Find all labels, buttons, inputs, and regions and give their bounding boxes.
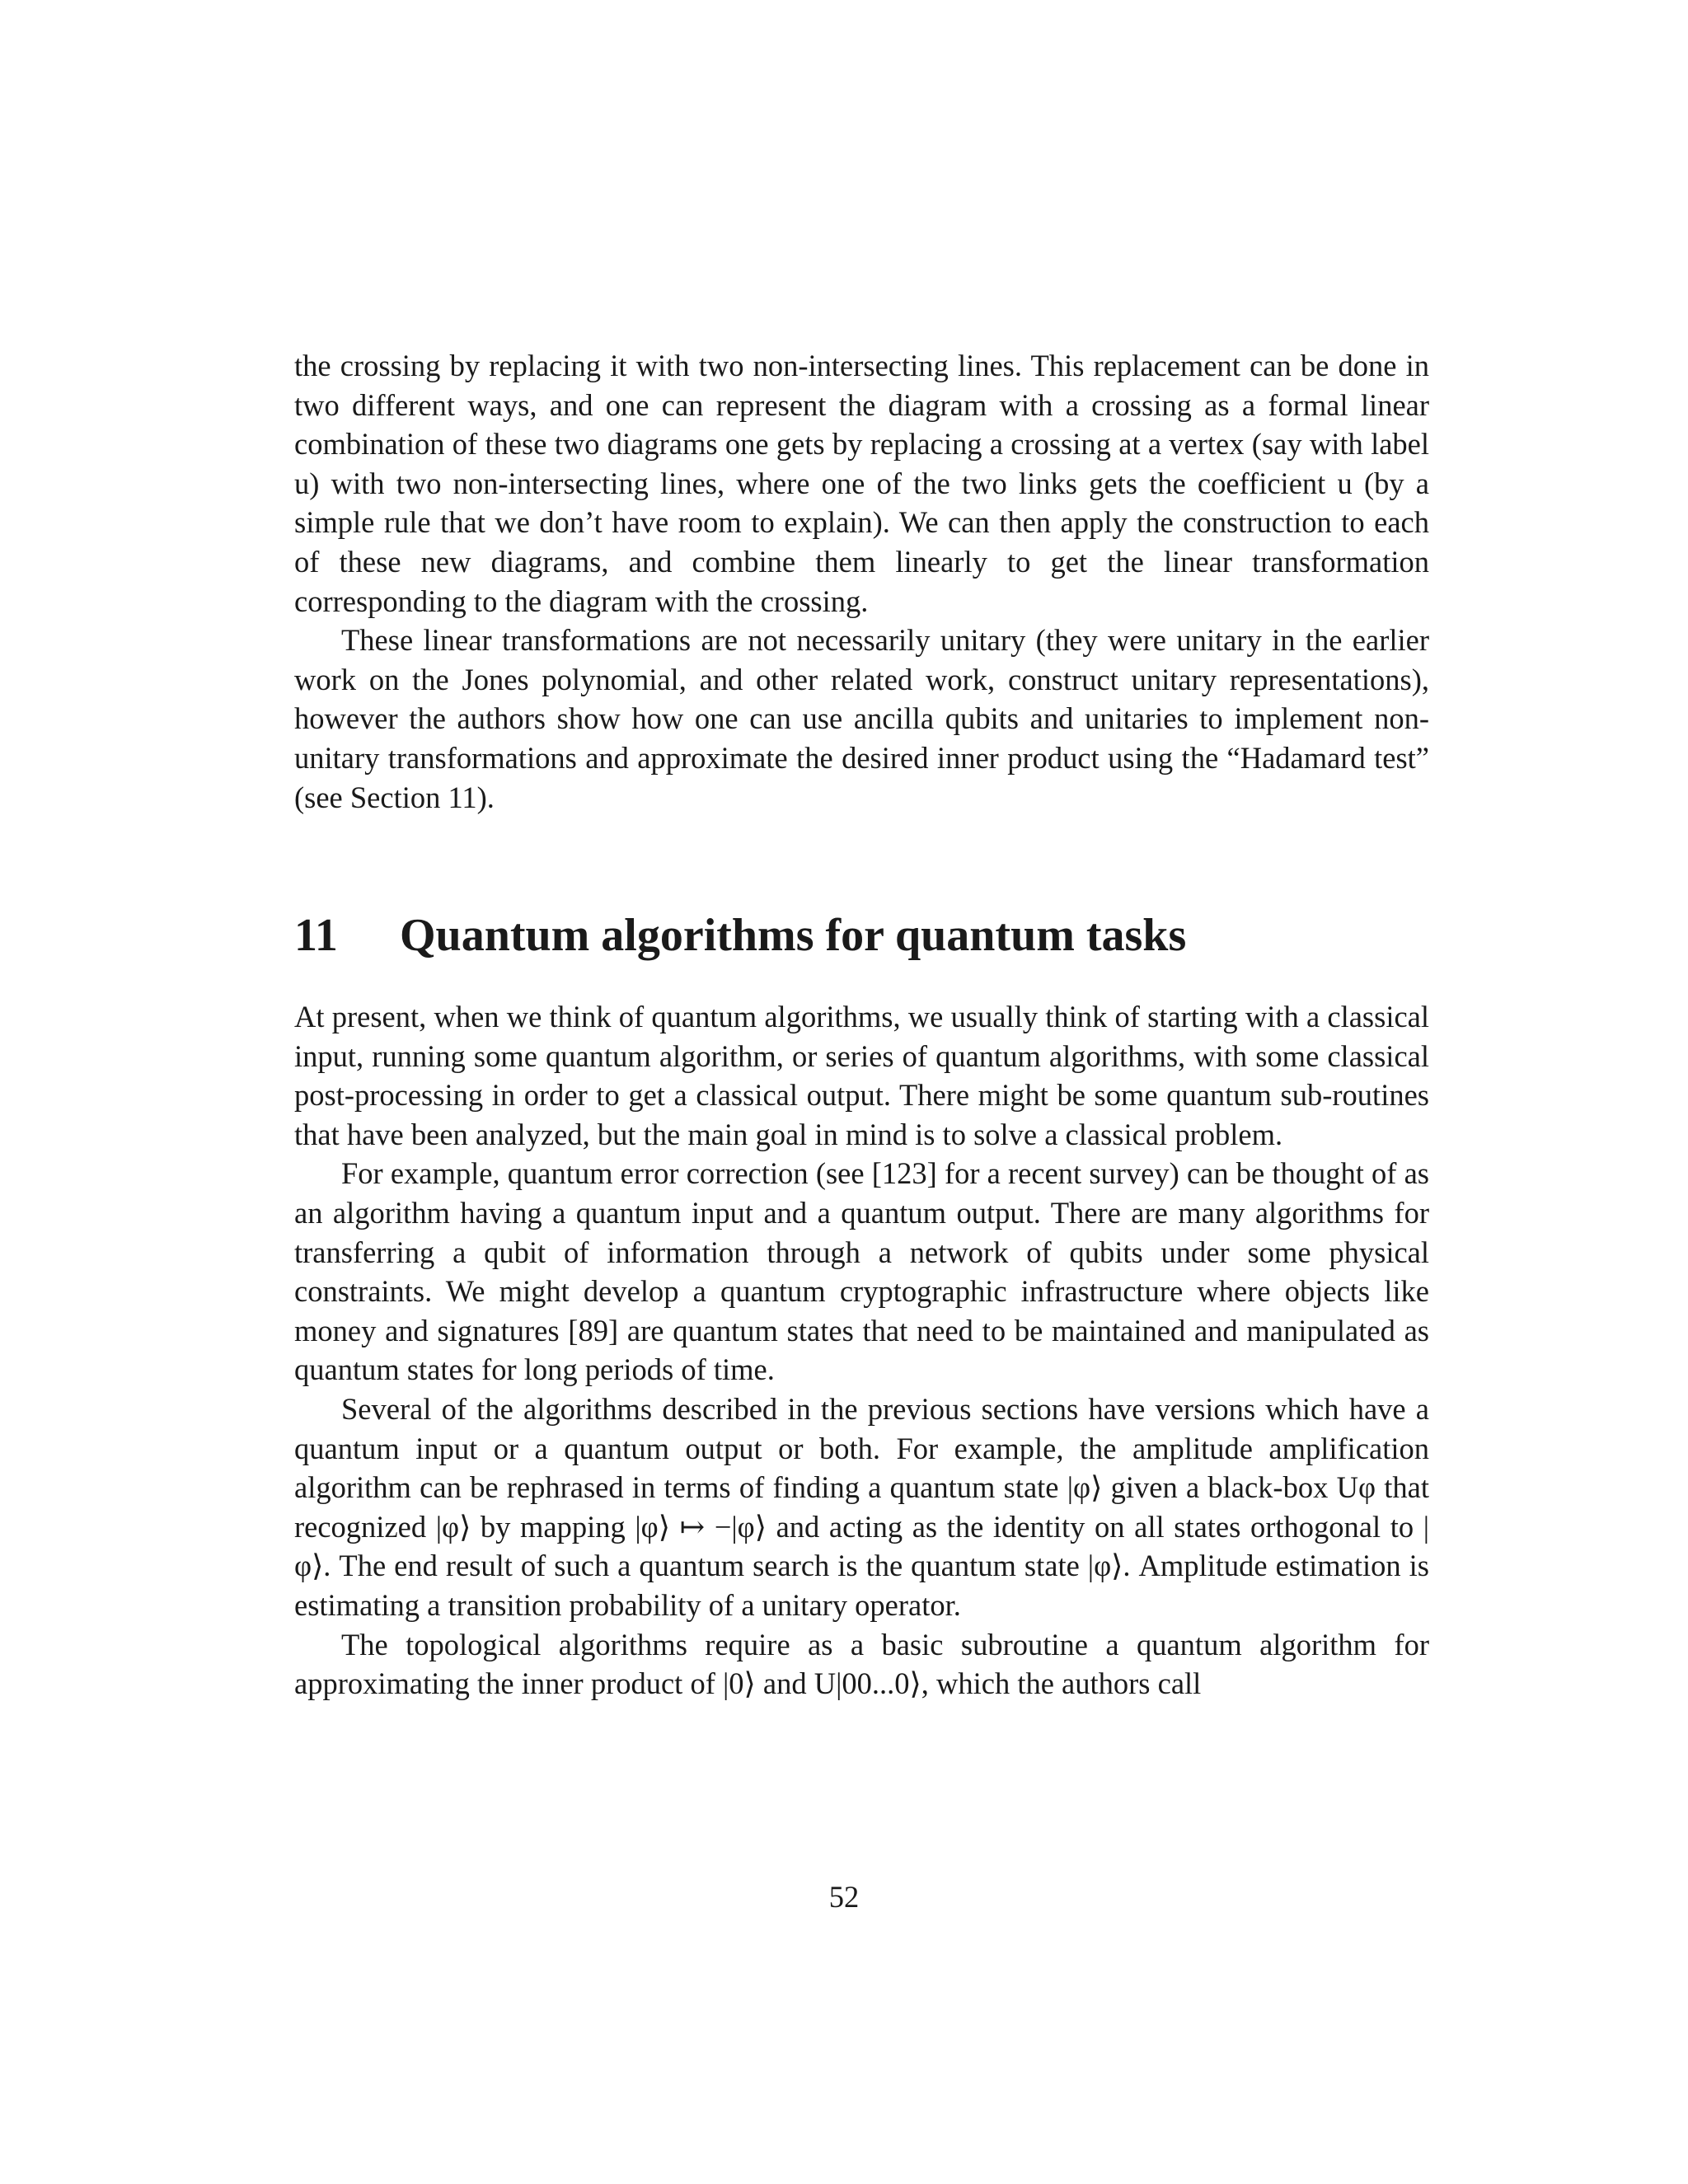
continuation-text xyxy=(294,346,1429,817)
paragraph: Several of the algorithms described in the previous sections have versions which have a quantum input or a quantum output or both. For example, the amplitude amplification algorithm can be rephrased in terms of finding a quantum state |φ⟩ given a black-box Uφ that recognized |φ⟩ by mapping |φ⟩ ↦ −|φ⟩ and acting as the identity on all states orthogonal to |φ⟩. The end result of such a quantum search is the quantum state |φ⟩. Amplitude estimation is estimating a transition probability of a unitary operator. xyxy=(294,1391,1429,1622)
paragraph: At present, when we think of quantum algorithms, we usually think of starting with a classical input, running some quantum algorithm, or series of quantum algorithms, with some classical post-processing in order to get a classical output. There might be some quantum sub-routines that have been analyzed, but the main goal in mind is to solve a classical problem. xyxy=(294,1000,1429,1151)
page-number: 52 xyxy=(828,1880,860,1914)
section-heading xyxy=(294,907,1429,964)
paragraph: These linear transformations are not necessarily unitary (they were unitary in the earlier work on the Jones polynomial, and other related work, construct unitary representations), however the authors show how one can use ancilla qubits and unitaries to implement non-unitary transformations and approximate the desired inner product using the “Hadamard test” (see Section 11). xyxy=(294,623,1429,814)
paragraph: The topological algorithms require as a basic subroutine a quantum algorithm for approximating the inner product of |0⟩ and U|00...0⟩, which the authors call xyxy=(294,1627,1429,1701)
section-number: 11 xyxy=(294,910,338,961)
section-body xyxy=(294,997,1429,1704)
section-title: Quantum algorithms for quantum tasks xyxy=(400,910,1187,961)
paragraph: For example, quantum error correction (see [123] for a recent survey) can be thought of as an algorithm having a quantum input and a quantum output. There are many algorithms for transferring a qubit of information through a network of qubits under some physical constraints. We might develop a quantum cryptographic infrastructure where objects like money and signatures [89] are quantum states that need to be maintained and manipulated as quantum states for long periods of time. xyxy=(294,1156,1429,1387)
paragraph: the crossing by replacing it with two non-intersecting lines. This replacement can be done in two different ways, and one can represent the diagram with a crossing as a formal linear combination of these two diagrams one gets by replacing a crossing at a vertex (say with label u) with two non-intersecting lines, where one of the two links gets the coefficient u (by a simple rule that we don’t have room to explain). We can then apply the construction to each of these new diagrams, and combine them linearly to get the linear transformation corresponding to the diagram with the crossing. xyxy=(294,349,1429,618)
